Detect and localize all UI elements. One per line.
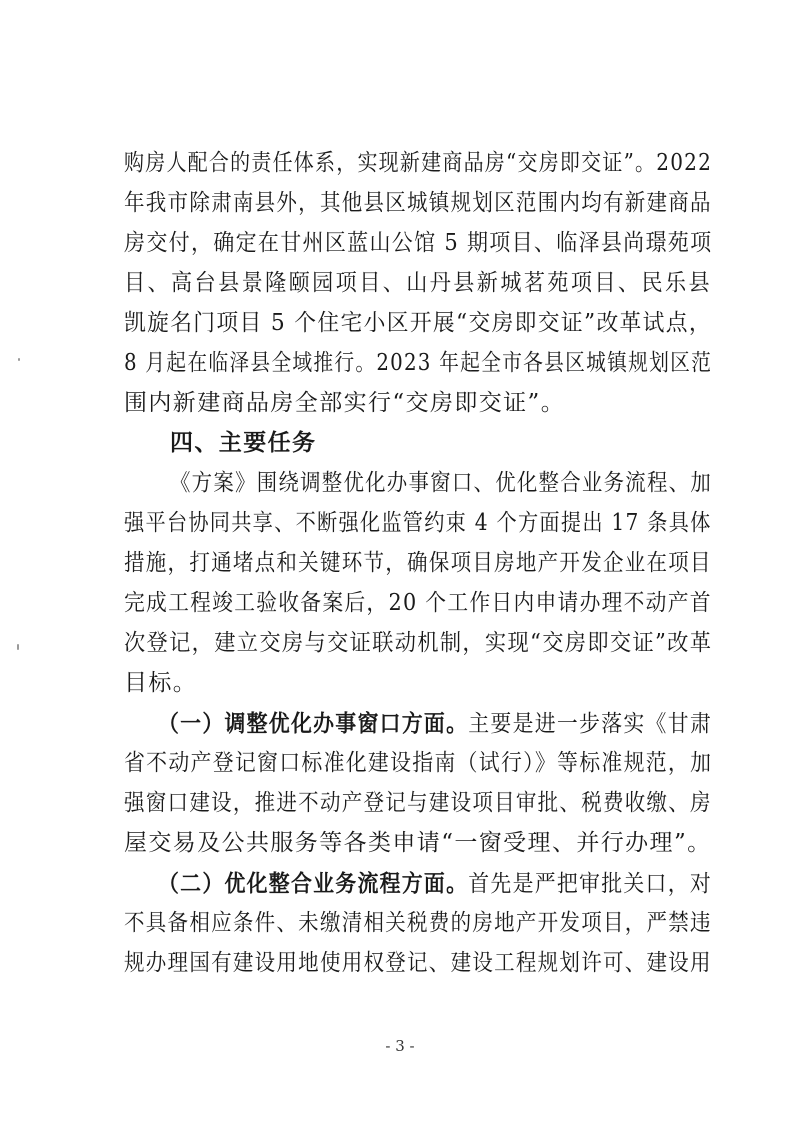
- subsection-heading: （二）优化整合业务流程方面。: [158, 870, 469, 897]
- paragraph-1-line: 围内新建商品房全部实行“交房即交证”。: [124, 390, 566, 416]
- paragraph-2-line: 完成工程竣工验收备案后，20 个工作日内申请办理不动产首: [124, 590, 712, 616]
- paragraph-2-line: 目标。: [124, 670, 198, 696]
- scan-speck: [18, 358, 20, 361]
- paragraph-4-first-line: [158, 872, 712, 896]
- paragraph-3-text: 主要是进一步落实《甘肃: [468, 711, 713, 737]
- paragraph-1-line: 购房人配合的责任体系，实现新建商品房“交房即交证”。2022: [124, 150, 713, 176]
- paragraph-3-first-line: [158, 712, 712, 736]
- paragraph-2-line: 次登记，建立交房与交证联动机制，实现“交房即交证”改革: [124, 630, 713, 656]
- paragraph-1-line: 房交付，确定在甘州区蓝山公馆 5 期项目、临泽县尚璟苑项: [124, 230, 713, 256]
- paragraph-3-line: 省不动产登记窗口标准化建设指南（试行）》等标准规范，加: [124, 750, 713, 776]
- paragraph-4-line: 不具备相应条件、未缴清相关税费的房地产开发项目，严禁违: [124, 910, 712, 936]
- subsection-heading: （一）调整优化办事窗口方面。: [158, 710, 469, 737]
- paragraph-2-line: 《方案》围绕调整优化办事窗口、优化整合业务流程、加: [170, 470, 712, 496]
- scan-speck: [17, 644, 19, 650]
- section-heading: 四、主要任务: [170, 430, 317, 456]
- paragraph-4-text: 首先是严把审批关口，对: [468, 871, 713, 897]
- page-number: - 3 -: [385, 1037, 415, 1055]
- paragraph-3-line: 强窗口建设，推进不动产登记与建设项目审批、税费收缴、房: [124, 790, 712, 816]
- paragraph-1-line: 目、高台县景隆颐园项目、山丹县新城茗苑项目、民乐县: [124, 270, 712, 296]
- paragraph-1-line: 凯旋名门项目 5 个住宅小区开展“交房即交证”改革试点，: [124, 310, 712, 336]
- paragraph-1-line: 8 月起在临泽县全域推行。2023 年起全市各县区城镇规划区范: [124, 350, 713, 376]
- paragraph-2-line: 强平台协同共享、不断强化监管约束 4 个方面提出 17 条具体: [124, 510, 712, 536]
- paragraph-1-line: 年我市除肃南县外，其他县区城镇规划区范围内均有新建商品: [124, 190, 712, 216]
- paragraph-2-line: 措施，打通堵点和关键环节，确保项目房地产开发企业在项目: [124, 550, 712, 576]
- paragraph-4-line: 规办理国有建设用地使用权登记、建设工程规划许可、建设用: [124, 950, 712, 976]
- paragraph-3-line: 屋交易及公共服务等各类申请“一窗受理、并行办理”。: [124, 830, 712, 856]
